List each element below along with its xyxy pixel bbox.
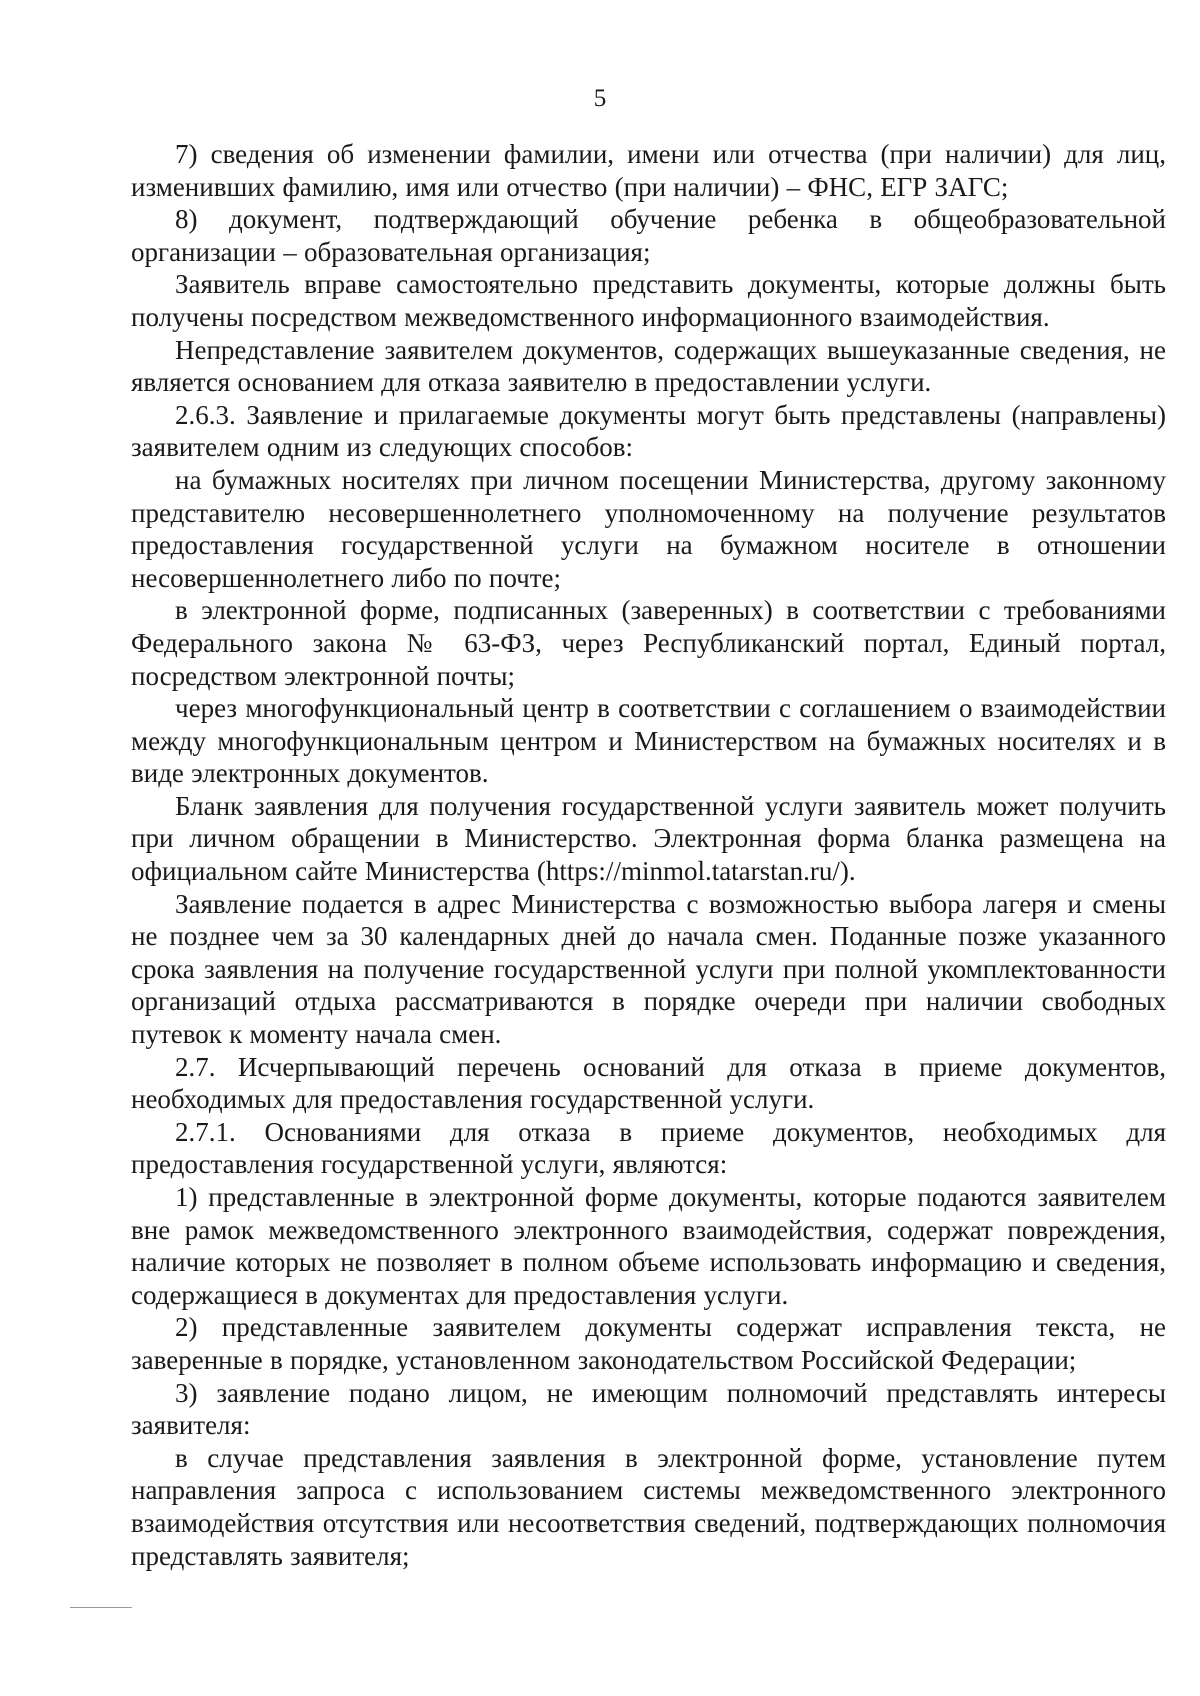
paragraph-electronic-case: в случае представления заявления в электронной форме, установление путем направления запроса с использованием системы межведомственного электронного взаимодействия отсутствия или несоответствия сведений, подтверждающих полномочия представлять заявителя; [131, 1442, 1166, 1571]
paragraph-refusal-2: 2) представленные заявителем документы содержат исправления текста, не заверенные в порядке, установленном законодательством Российской Федерации; [131, 1312, 1166, 1375]
paragraph-paper-method: на бумажных носителях при личном посещении Министерства, другому законному представителю несовершеннолетнего уполномоченному на получение результатов предоставления государственной услуги на бумажном носителе в отношении несовершеннолетнего либо по почте; [131, 464, 1166, 593]
paragraph-refusal-3: 3) заявление подано лицом, не имеющим полномочий представлять интересы заявителя: [131, 1377, 1166, 1441]
scan-artifact-line [70, 1607, 132, 1608]
paragraph-applicant-right: Заявитель вправе самостоятельно представить документы, которые должны быть получены посредством межведомственного информационного взаимодействия. [131, 269, 1166, 332]
paragraph-2-7-1: 2.7.1. Основаниями для отказа в приеме документов, необходимых для предоставления государственной услуги, являются: [131, 1116, 1166, 1180]
paragraph-non-submission: Непредставление заявителем документов, содержащих вышеуказанные сведения, не является основанием для отказа заявителю в предоставлении услуги. [131, 334, 1166, 398]
paragraph-2-7: 2.7. Исчерпывающий перечень оснований для отказа в приеме документов, необходимых для предоставления государственной услуги. [131, 1051, 1166, 1115]
page-number: 5 [593, 85, 607, 112]
paragraph-item-7: 7) сведения об изменении фамилии, имени или отчества (при наличии) для лиц, изменивших фамилию, имя или отчество (при наличии) – ФНС, ЕГР ЗАГС; [131, 139, 1166, 202]
paragraph-submission-deadline: Заявление подается в адрес Министерства с возможностью выбора лагеря и смены не позднее чем за 30 календарных дней до начала смен. Поданные позже указанного срока заявления на получение государственной услуги при полной укомплектованности организаций отдыха рассматриваются в порядке очереди при наличии свободных путевок к моменту начала смен. [131, 888, 1166, 1050]
document-body [131, 138, 1166, 1572]
paragraph-electronic-method: в электронной форме, подписанных (заверенных) в соответствии с требованиями Федерального закона № 63-ФЗ, через Республиканский портал, Единый портал, посредством электронной почты; [131, 595, 1166, 691]
paragraph-item-8: 8) документ, подтверждающий обучение ребенка в общеобразовательной организации – образовательная организация; [131, 204, 1166, 267]
paragraph-application-form: Бланк заявления для получения государственной услуги заявитель может получить при личном обращении в Министерство. Электронная форма бланка размещена на официальном сайте Министерства (https://minmol.tatarstan.ru/). [131, 790, 1166, 887]
paragraph-2-6-3: 2.6.3. Заявление и прилагаемые документы могут быть представлены (направлены) заявителем одним из следующих способов: [131, 399, 1166, 463]
paragraph-refusal-1: 1) представленные в электронной форме документы, которые подаются заявителем вне рамок межведомственного электронного взаимодействия, содержат повреждения, наличие которых не позволяет в полном объеме использовать информацию и сведения, содержащиеся в документах для предоставления услуги. [131, 1182, 1166, 1310]
paragraph-mfc-method: через многофункциональный центр в соответствии с соглашением о взаимодействии между многофункциональным центром и Министерством на бумажных носителях и в виде электронных документов. [131, 693, 1166, 789]
